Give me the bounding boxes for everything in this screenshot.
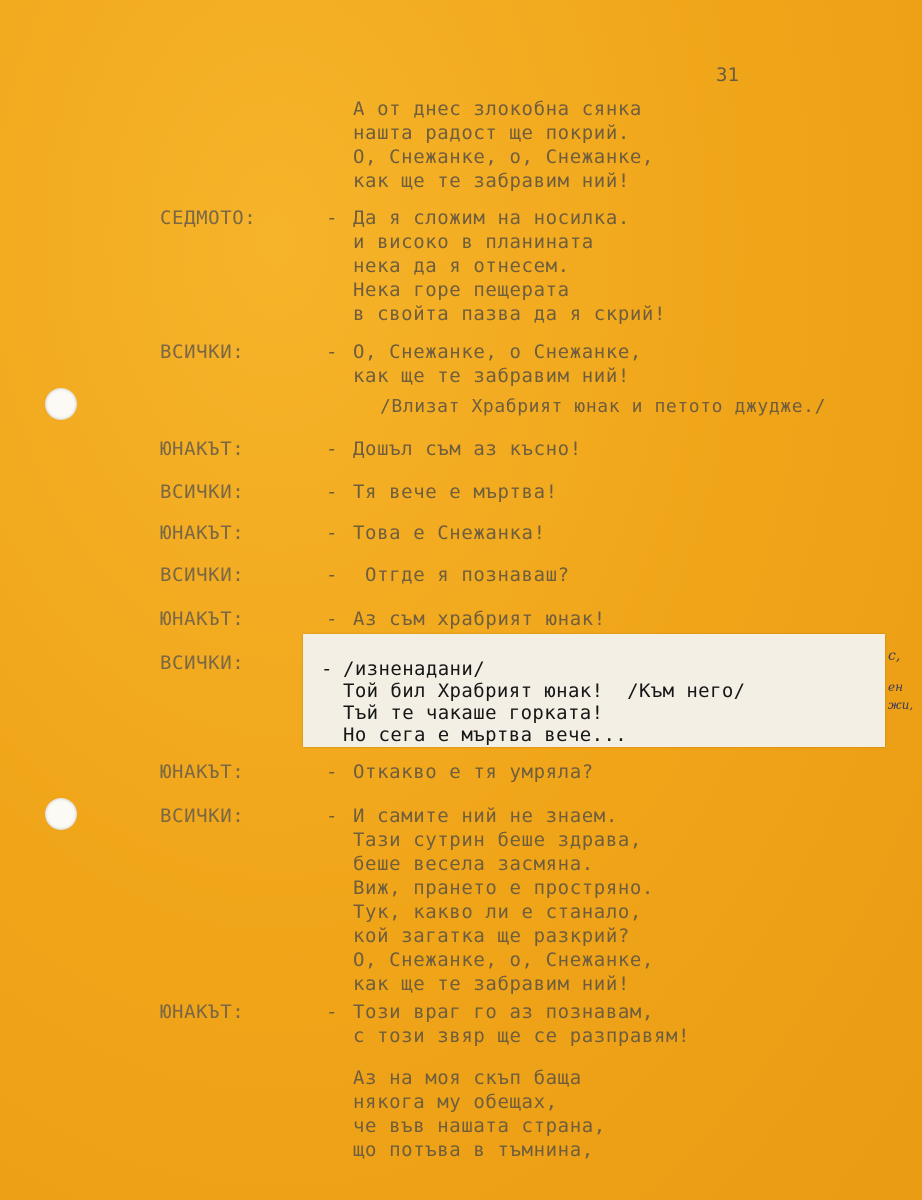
dialogue-dash: - [326, 608, 338, 630]
verse-line: беше весела засмяна. [353, 853, 594, 875]
speaker-label: ЮНАКЪТ: [160, 608, 245, 630]
verse-line: нашта радост ще покрий. [353, 122, 630, 144]
pasted-line: Той бил Храбрият юнак! /Към него/ [343, 680, 746, 702]
page-number: 31 [716, 64, 739, 86]
verse-line: Виж, прането е простряно. [353, 877, 654, 899]
verse-line: Аз на моя скъп баща [353, 1067, 582, 1089]
dialogue-line: Тя вече е мъртва! [353, 481, 558, 503]
pasted-line: Тъй те чакаше горката! [343, 702, 604, 724]
handwritten-margin-note: с, [888, 648, 901, 664]
verse-line: О, Снежанке, о, Снежанке, [353, 949, 654, 971]
speaker-label: ВСИЧКИ: [160, 652, 245, 674]
dialogue-dash: - [326, 805, 338, 827]
verse-line: някога му обещах, [353, 1091, 558, 1113]
punch-hole-top [45, 388, 77, 420]
verse-line: и високо в планината [353, 231, 594, 253]
speaker-label: ЮНАКЪТ: [160, 761, 245, 783]
verse-line: Да я сложим на носилка. [353, 207, 630, 229]
verse-line: как ще те забравим ний! [353, 170, 630, 192]
verse-line: Тази сутрин беше здрава, [353, 829, 642, 851]
speaker-label: ВСИЧКИ: [160, 481, 245, 503]
verse-line: как ще те забравим ний! [353, 973, 630, 995]
speaker-label: ЮНАКЪТ: [160, 438, 245, 460]
verse-line: А от днес злокобна сянка [353, 98, 642, 120]
pasted-dash: - [321, 658, 333, 680]
dialogue-dash: - [326, 522, 338, 544]
handwritten-margin-note: ен [888, 680, 904, 694]
verse-line: кой загатка ще разкрий? [353, 925, 630, 947]
dialogue-line: Откакво е тя умряла? [353, 761, 594, 783]
dialogue-dash: - [326, 481, 338, 503]
verse-line: Тук, какво ли е станало, [353, 901, 642, 923]
verse-line: с този звяр ще се разправям! [353, 1025, 691, 1047]
verse-line: Нека горе пещерата [353, 279, 570, 301]
pasted-line: /изненадани/ [343, 658, 486, 680]
dialogue-dash: - [326, 341, 338, 363]
punch-hole-bottom [45, 798, 77, 830]
speaker-label: ВСИЧКИ: [160, 805, 245, 827]
speaker-label: ЮНАКЪТ: [160, 522, 245, 544]
dialogue-line: Това е Снежанка! [353, 522, 546, 544]
verse-line: О, Снежанке, о, Снежанке, [353, 146, 654, 168]
stage-direction: /Влизат Храбрият юнак и петото джудже./ [380, 396, 827, 417]
dialogue-dash: - [326, 207, 338, 229]
verse-line: Този враг го аз познавам, [353, 1001, 654, 1023]
dialogue-dash: - [326, 564, 338, 586]
dialogue-dash: - [326, 1001, 338, 1023]
pasted-paper-slip [303, 634, 885, 747]
dialogue-line: Отгде я познаваш? [353, 564, 570, 586]
verse-line: И самите ний не знаем. [353, 805, 618, 827]
speaker-label: ЮНАКЪТ: [160, 1001, 245, 1023]
verse-line: нека да я отнесем. [353, 255, 570, 277]
dialogue-line: Дошъл съм аз късно! [353, 438, 582, 460]
speaker-label: СЕДМОТО: [160, 207, 257, 229]
verse-line: О, Снежанке, о Снежанке, [353, 341, 642, 363]
dialogue-line: Аз съм храбрият юнак! [353, 608, 606, 630]
verse-line: в свойта пазва да я скрий! [353, 303, 667, 325]
pasted-line: Но сега е мъртва вече... [343, 724, 628, 746]
verse-line: че във нашата страна, [353, 1115, 606, 1137]
speaker-label: ВСИЧКИ: [160, 564, 245, 586]
verse-line: как ще те забравим ний! [353, 365, 630, 387]
verse-line: що потъва в тъмнина, [353, 1139, 594, 1161]
dialogue-dash: - [326, 438, 338, 460]
handwritten-margin-note: жи, [888, 698, 914, 712]
dialogue-dash: - [326, 761, 338, 783]
speaker-label: ВСИЧКИ: [160, 341, 245, 363]
